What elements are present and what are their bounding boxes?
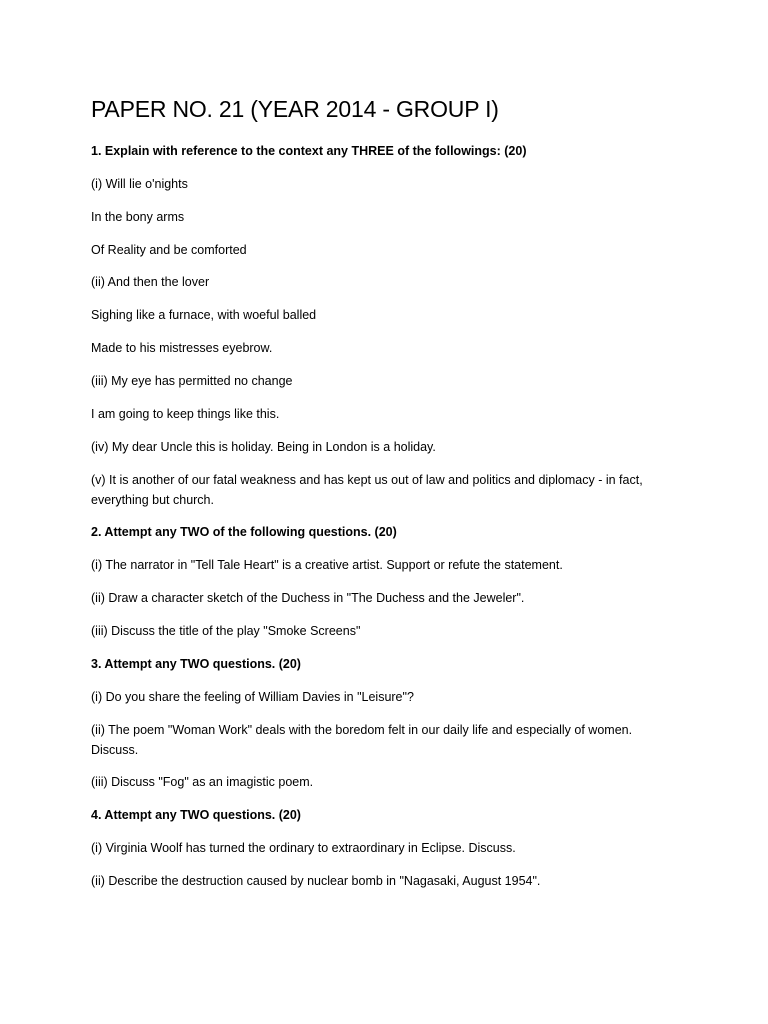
question-3-heading: 3. Attempt any TWO questions. (20) <box>91 657 301 671</box>
question-1-heading: 1. Explain with reference to the context any THREE of the followings: (20) <box>91 144 527 158</box>
q1-line-2: In the bony arms <box>91 210 185 224</box>
q4-item-2: (ii) Describe the destruction caused by nuclear bomb in "Nagasaki, August 1954". <box>91 874 541 888</box>
q1-line-4: (ii) And then the lover <box>91 275 210 289</box>
q4-item-1: (i) Virginia Woolf has turned the ordinary to extraordinary in Eclipse. Discuss. <box>91 841 516 855</box>
q2-item-1: (i) The narrator in "Tell Tale Heart" is a creative artist. Support or refute the statement. <box>91 558 563 572</box>
question-2-heading: 2. Attempt any TWO of the following questions. (20) <box>91 525 397 539</box>
q1-line-10: (v) It is another of our fatal weakness and has kept us out of law and politics and diplomacy - in fact, everything but church. <box>91 473 643 507</box>
q1-line-8: I am going to keep things like this. <box>91 407 280 421</box>
q1-line-7: (iii) My eye has permitted no change <box>91 374 293 388</box>
q1-line-3: Of Reality and be comforted <box>91 243 247 257</box>
q1-line-5: Sighing like a furnace, with woeful balled <box>91 308 317 322</box>
q2-item-3: (iii) Discuss the title of the play "Smoke Screens" <box>91 624 361 638</box>
q1-line-1: (i) Will lie o'nights <box>91 177 188 191</box>
page-title: PAPER NO. 21 (YEAR 2014 - GROUP I) <box>91 96 499 122</box>
q3-item-2: (ii) The poem "Woman Work" deals with the boredom felt in our daily life and especially of women. Discuss. <box>91 723 633 757</box>
q1-line-9: (iv) My dear Uncle this is holiday. Being in London is a holiday. <box>91 440 436 454</box>
q1-line-6: Made to his mistresses eyebrow. <box>91 341 273 355</box>
question-4-heading: 4. Attempt any TWO questions. (20) <box>91 808 301 822</box>
q3-item-3: (iii) Discuss "Fog" as an imagistic poem. <box>91 775 314 789</box>
q3-item-1: (i) Do you share the feeling of William Davies in "Leisure"? <box>91 690 414 704</box>
q2-item-2: (ii) Draw a character sketch of the Duchess in "The Duchess and the Jeweler". <box>91 591 525 605</box>
